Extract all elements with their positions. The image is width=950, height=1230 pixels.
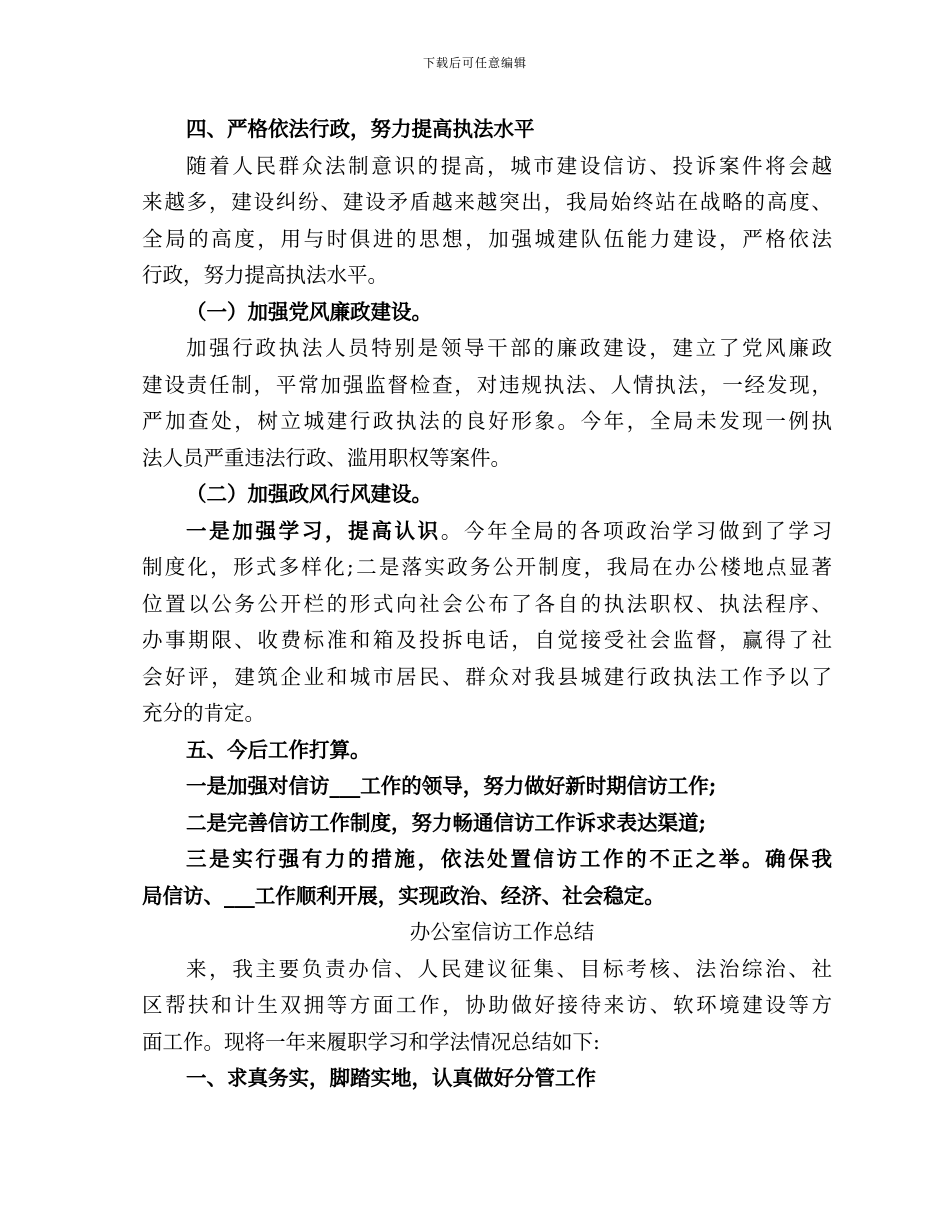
paragraph-3-lead-bold: 一是加强学习，提高认识: [186, 518, 441, 543]
document-title: 办公室信访工作总结: [409, 920, 595, 944]
plan-item-1: 一是加强对信访___工作的领导，努力做好新时期信访工作;: [186, 774, 717, 798]
plan-item-2: 二是完善信访工作制度，努力畅通信访工作诉求表达渠道;: [186, 810, 707, 835]
section-heading-5: 五、今后工作打算。: [186, 737, 371, 762]
paragraph-2-line-2: 建设责任制，平常加强监督检查，对违规执法、人情执法，一经发现，: [142, 372, 832, 397]
section-heading-1: 一、求真务实，脚踏实地，认真做好分管工作: [186, 1066, 596, 1090]
paragraph-3-line-5: 会好评，建筑企业和城市居民、群众对我县城建行政执法工作予以了: [142, 664, 832, 689]
subsection-heading-2: （二）加强政风行风建设。: [186, 482, 432, 506]
plan-item-3-line-2: 局信访、___工作顺利开展，实现政治、经济、社会稳定。: [142, 883, 665, 908]
paragraph-1-line-3: 全局的高度，用与时俱进的思想，加强城建队伍能力建设，严格依法: [142, 226, 832, 251]
plan-item-3-line-1: 三是实行强有力的措施，依法处置信访工作的不正之举。确保我: [186, 847, 832, 871]
paragraph-3-line-1: [142, 513, 832, 550]
paragraph-4-line-1: 来，我主要负责办信、人民建议征集、目标考核、法治综治、社: [186, 956, 832, 981]
paragraph-1-line-2: 来越多，建设纠纷、建设矛盾越来越突出，我局始终站在战略的高度、: [142, 190, 832, 214]
paragraph-3-lead-rest: 。今年全局的各项政治学习做到了学习: [440, 518, 832, 543]
paragraph-1-line-4: 行政，努力提高执法水平。: [142, 263, 388, 287]
paragraph-3-line-4: 办事期限、收费标准和箱及投拆电话，自觉接受社会监督，赢得了社: [142, 628, 832, 652]
paragraph-1-line-1: 随着人民群众法制意识的提高，城市建设信访、投诉案件将会越: [186, 153, 832, 178]
page-header-note: 下载后可任意编辑: [422, 56, 527, 70]
paragraph-3-line-2: 制度化，形式多样化;二是落实政务公开制度，我局在办公楼地点显著: [142, 555, 832, 579]
paragraph-2-line-4: 法人员严重违法行政、滥用职权等案件。: [142, 445, 511, 470]
paragraph-3-line-3: 位置以公务公开栏的形式向社会公布了各自的执法职权、执法程序、: [142, 591, 832, 616]
section-heading-4: 四、严格依法行政，努力提高执法水平: [186, 117, 535, 141]
paragraph-4-line-2: 区帮扶和计生双拥等方面工作，协助做好接待来访、软环境建设等方: [142, 993, 832, 1017]
paragraph-3-line-6: 充分的肯定。: [142, 701, 265, 725]
subsection-heading-1: （一）加强党风廉政建设。: [186, 299, 432, 324]
paragraph-2-line-3: 严加查处，树立城建行政执法的良好形象。今年，全局未发现一例执: [142, 409, 832, 433]
paragraph-2-line-1: 加强行政执法人员特别是领导干部的廉政建设，建立了党风廉政: [186, 336, 832, 360]
paragraph-4-line-3: 面工作。现将一年来履职学习和学法情况总结如下:: [142, 1029, 600, 1054]
document-body: [142, 111, 832, 1097]
